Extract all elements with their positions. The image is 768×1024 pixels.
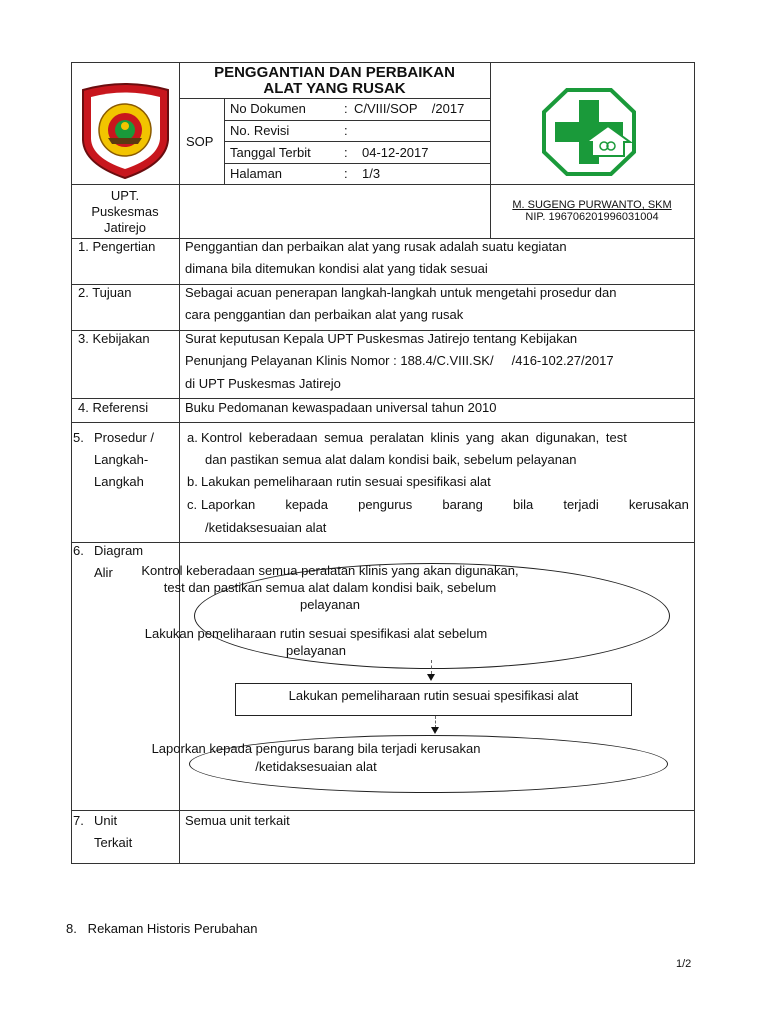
document-title-line2: ALAT YANG RUSAK bbox=[263, 80, 406, 97]
section-label-prosedur: Langkah- bbox=[94, 452, 149, 467]
page-number: 1/2 bbox=[676, 958, 692, 970]
meta-sep: : bbox=[344, 145, 348, 160]
meta-value: 1/3 bbox=[362, 166, 381, 181]
pengertian-line: Penggantian dan perbaikan alat yang rusak adalah suatu kegiatan bbox=[185, 239, 567, 254]
regional-emblem-icon bbox=[78, 82, 173, 182]
flow-step2-text: pelayanan bbox=[286, 643, 346, 658]
prosedur-item-a-line1 bbox=[201, 430, 686, 446]
unit-name-line2: Puskesmas bbox=[91, 204, 159, 219]
kebijakan-line: di UPT Puskesmas Jatirejo bbox=[185, 376, 341, 391]
section-label-diagram: Alir bbox=[94, 565, 113, 580]
prosedur-marker: c. bbox=[187, 497, 198, 512]
flow-arrow-head bbox=[427, 674, 435, 681]
prosedur-item-b-line1: Lakukan pemeliharaan rutin sesuai spesifikasi alat bbox=[201, 474, 491, 489]
prosedur-item-c-line2: /ketidaksesuaian alat bbox=[205, 520, 327, 535]
prosedur-text: Kontrol keberadaan semua peralatan klinis yang akan digunakan, test bbox=[201, 430, 627, 445]
document-title-line1: PENGGANTIAN DAN PERBAIKAN bbox=[214, 64, 455, 81]
rekaman-historis-heading: 8. Rekaman Historis Perubahan bbox=[66, 921, 258, 936]
tujuan-line: Sebagai acuan penerapan langkah-langkah untuk mengetahi prosedur dan bbox=[185, 285, 617, 300]
puskesmas-logo-icon bbox=[542, 88, 636, 176]
meta-label: Halaman bbox=[230, 166, 283, 181]
meta-label: No Dokumen bbox=[230, 101, 306, 116]
meta-value: C/VIII/SOP /2017 bbox=[354, 101, 465, 116]
flow-step1-text: Kontrol keberadaan semua peralatan klinis yang akan digunakan, bbox=[141, 563, 519, 578]
flow-step1-text: pelayanan bbox=[300, 597, 360, 612]
flow-step4-text: Laporkan kepada pengurus barang bila terjadi kerusakan bbox=[151, 741, 481, 756]
signer-nip: NIP. 196706201996031004 bbox=[525, 211, 659, 223]
flow-step1-text: test dan pastikan semua alat dalam kondisi baik, sebelum bbox=[163, 580, 497, 595]
flow-step2-text: Lakukan pemeliharaan rutin sesuai spesifikasi alat sebelum bbox=[144, 626, 488, 641]
meta-sep: : bbox=[344, 123, 348, 138]
prosedur-marker: a. bbox=[187, 430, 198, 445]
section-label-kebijakan: 3. Kebijakan bbox=[78, 331, 150, 346]
section-label-referensi: 4. Referensi bbox=[78, 400, 149, 415]
meta-sep: : bbox=[344, 101, 348, 116]
section-label-prosedur: Prosedur / bbox=[94, 430, 154, 445]
tujuan-line: cara penggantian dan perbaikan alat yang rusak bbox=[185, 307, 464, 322]
kebijakan-line: Surat keputusan Kepala UPT Puskesmas Jatirejo tentang Kebijakan bbox=[185, 331, 578, 346]
section-label-pengertian: 1. Pengertian bbox=[78, 239, 156, 254]
unit-terkait-value: Semua unit terkait bbox=[185, 813, 290, 828]
kebijakan-line: Penunjang Pelayanan Klinis Nomor : 188.4/C.VIII.SK/ /416-102.27/2017 bbox=[185, 353, 614, 368]
signer-name: M. SUGENG PURWANTO, SKM bbox=[512, 199, 672, 211]
section-label-tujuan: 2. Tujuan bbox=[78, 285, 132, 300]
prosedur-marker: b. bbox=[187, 474, 198, 489]
flow-step3-text: Lakukan pemeliharaan rutin sesuai spesifikasi alat bbox=[288, 688, 579, 703]
flow-arrow-head bbox=[431, 727, 439, 734]
meta-label: Tanggal Terbit bbox=[230, 145, 311, 160]
meta-value: 04-12-2017 bbox=[362, 145, 429, 160]
section-num-prosedur: 5. bbox=[73, 430, 84, 445]
referensi-line: Buku Pedomanan kewaspadaan universal tahun 2010 bbox=[185, 400, 497, 415]
section-label-prosedur: Langkah bbox=[94, 474, 144, 489]
pengertian-line: dimana bila ditemukan kondisi alat yang tidak sesuai bbox=[185, 261, 488, 276]
prosedur-item-c-line1: Laporkan kepada pengurus barang bila terjadi kerusakan bbox=[201, 497, 689, 512]
flow-arrow-line bbox=[431, 660, 432, 674]
section-num-diagram: 6. bbox=[73, 543, 84, 558]
prosedur-item-a-line2: dan pastikan semua alat dalam kondisi baik, sebelum pelayanan bbox=[205, 452, 577, 467]
section-num-unit-terkait: 7. bbox=[73, 813, 84, 828]
meta-label: No. Revisi bbox=[230, 123, 290, 138]
unit-name-line1: UPT. bbox=[110, 188, 140, 203]
section-label-diagram: Diagram bbox=[94, 543, 144, 558]
unit-name-line3: Jatirejo bbox=[104, 220, 146, 235]
flow-step4-text: /ketidaksesuaian alat bbox=[255, 759, 377, 774]
sop-label: SOP bbox=[186, 134, 214, 149]
meta-sep: : bbox=[344, 166, 348, 181]
section-label-unit-terkait: Terkait bbox=[94, 835, 133, 850]
section-label-unit-terkait: Unit bbox=[94, 813, 118, 828]
